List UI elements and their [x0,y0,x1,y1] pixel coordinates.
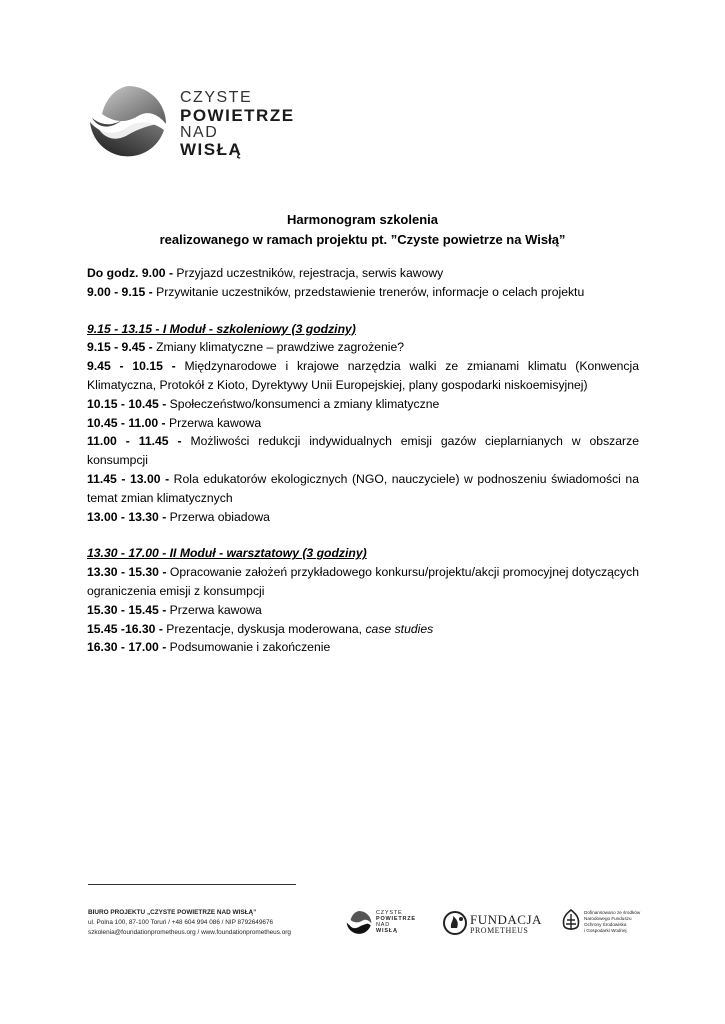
footer-project-logo [346,908,426,938]
agenda-text: Zmiany klimatyczne – prawdziwe zagrożenie? [152,340,405,355]
agenda-item [87,414,639,433]
footer-logo-line-3: NAD [376,922,391,928]
prometheus-icon [442,910,468,936]
agenda-item [87,563,639,601]
agenda-time: 11.45 - 13.00 - [87,471,170,486]
agenda-item [87,283,639,302]
footer-project-logo-emblem [346,910,372,936]
agenda-item [87,620,639,639]
fundacja-line-1: FUNDACJA [470,912,542,927]
footer-logo-line-2: POWIETRZE [376,916,416,922]
agenda [87,264,639,657]
logo-line-3: NAD [180,124,219,141]
agenda-item [87,470,639,508]
document-title-line-1: Harmonogram szkolenia [287,212,438,227]
agenda-time: 11.00 - 11.45 - [87,434,182,449]
agenda-text: Rola edukatorów ekologicznych (NGO, nauczyciele) w podnoszeniu świadomości na temat zmian klimatycznych [87,471,639,505]
agenda-time: 9.15 - 9.45 - [87,340,153,355]
agenda-text: Przerwa kawowa [165,415,262,430]
agenda-item [87,432,639,470]
agenda-item [87,508,639,527]
document-title-line-2: realizowanego w ramach projektu pt. ”Czyste powietrze na Wisłą” [159,232,566,247]
agenda-time: 15.45 -16.30 - [87,621,163,636]
footer-logo-line-4: WISŁĄ [376,928,398,934]
agenda-text: Opracowanie założeń przykładowego konkursu/projektu/akcji promocyjnej dotyczących ograniczenia emisji z konsumpcji [87,565,639,598]
agenda-time: 10.15 - 10.45 - [87,396,167,411]
agenda-text: Społeczeństwo/konsumenci a zmiany klimatyczne [166,396,440,411]
agenda-text: Przyjazd uczestników, rejestracja, serwis kawowy [173,266,444,280]
module-2-heading: 13.30 - 17.00 - II Moduł - warsztatowy (3 godziny) [87,546,367,561]
fundacja-line-2: PROMETHEUS [470,926,529,935]
agenda-time: 13.30 - 15.30 - [87,565,167,580]
module-1-heading: 9.15 - 13.15 - I Moduł - szkoleniowy (3 godziny) [87,321,356,336]
agenda-text: Podsumowanie i zakończenie [166,640,331,655]
agenda-text: Możliwości redukcji indywidualnych emisji gazów cieplarnianych w obszarze konsumpcji [87,434,639,468]
agenda-text-emphasis: case studies [365,621,434,636]
agenda-text: Przerwa obiadowa [166,509,270,524]
nfosigw-line-2: Narodowego Funduszu [584,916,632,921]
nfosigw-line-1: Dofinansowano ze środków [584,910,641,915]
agenda-time: 10.45 - 11.00 - [87,415,166,430]
logo-line-1: CZYSTE [180,89,253,106]
footer-divider [88,884,296,885]
agenda-item [87,601,639,620]
nfosigw-line-3: Ochrony Środowiska [584,922,627,927]
agenda-time: 13.00 - 13.30 - [87,509,167,524]
footer-contact[interactable]: szkolenia@foundationprometheus.org / www.foundationprometheus.org [88,929,291,936]
agenda-text: Przywitanie uczestników, przedstawienie trenerów, informacje o celach projektu [152,284,585,299]
nfosigw-emblem-icon [560,908,582,934]
agenda-item [87,638,639,657]
logo-line-4: WISŁĄ [180,140,243,159]
project-logo [88,84,318,164]
footer-logo-line-1: CZYSTE [376,910,403,916]
agenda-text: Przerwa kawowa [166,602,262,617]
agenda-item [87,338,639,357]
agenda-item [87,395,639,414]
agenda-time: Do godz. 9.00 - [87,266,173,280]
agenda-time: 15.30 - 15.45 - [87,602,167,617]
footer-address: ul. Polna 100, 87-100 Toruń / +48 604 994 086 / NIP 8792649676 [88,919,274,926]
project-logo-emblem [88,84,168,162]
agenda-text: Prezentacje, dyskusja moderowana, [162,621,366,636]
agenda-time: 9.45 - 10.15 - [87,359,176,374]
agenda-item [87,357,639,395]
agenda-time: 9.00 - 9.15 - [87,284,153,299]
fundacja-prometheus-logo [442,910,542,938]
nfosigw-logo [560,908,650,938]
agenda-time: 16.30 - 17.00 - [87,640,167,655]
agenda-text: Międzynarodowe i krajowe narzędzia walki ze zmianami klimatu (Konwencja Klimatyczna, Protokół z Kioto, Dyrektywy Unii Europejskiej, plany gospodarki niskoemisyjnej) [87,359,639,392]
nfosigw-line-4: i Gospodarki Wodnej [584,928,627,933]
logo-line-2: POWIETRZE [180,106,295,125]
agenda-item [87,264,639,283]
footer-office-label: BIURO PROJEKTU „CZYSTE POWIETRZE NAD WISŁĄ” [88,909,257,916]
